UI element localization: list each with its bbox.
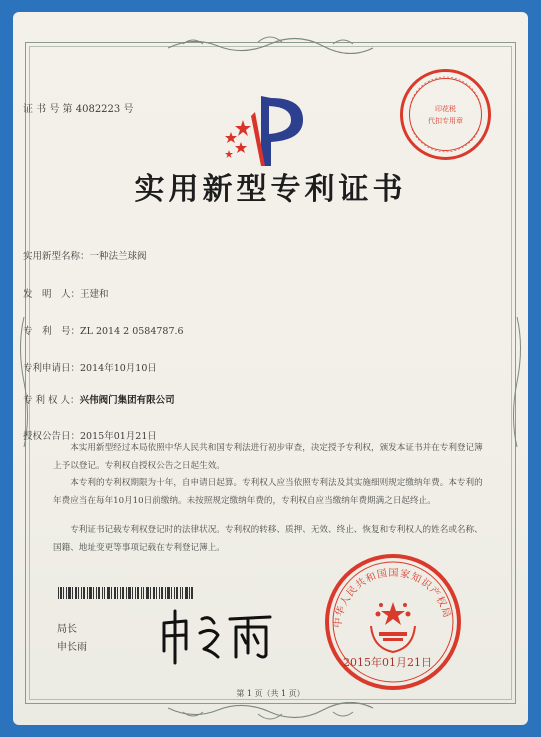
field-label: 专 利 权 人：	[23, 395, 80, 406]
patent-office-seal-small	[398, 67, 493, 162]
signature-name: 申长雨	[57, 642, 87, 653]
field-value: 一种法兰球阀	[89, 251, 147, 262]
bottom-ornament	[163, 702, 378, 722]
sipo-logo-icon	[221, 92, 311, 172]
handwritten-signature	[156, 605, 276, 665]
field-inventor	[23, 286, 109, 300]
sipo-official-seal	[323, 552, 463, 692]
field-value: 兴伟阀门集团有限公司	[79, 395, 175, 406]
paragraph-grant: 本实用新型经过本局依照中华人民共和国专利法进行初步审查，决定授予专利权，颁发本证书并在专利登记簿上予以登记。专利权自授权公告之日起生效。	[53, 443, 483, 471]
field-value: 2015年01月21日	[80, 431, 157, 442]
field-value: 2014年10月10日	[80, 363, 157, 374]
seal-date: 2015年01月21日	[343, 656, 432, 669]
svg-text:中华人民共和国国家知识产权局: 中华人民共和国国家知识产权局	[332, 567, 453, 629]
page-footer: 第 1 页（共 1 页）	[236, 689, 305, 698]
certificate-number-label: 证 书 号 第	[23, 104, 73, 115]
svg-text:代扣专用章: 代扣专用章	[428, 117, 463, 125]
signature-title: 局长	[57, 624, 77, 635]
field-patent-number	[23, 323, 184, 337]
certificate-number	[23, 100, 133, 115]
field-patentee	[23, 392, 175, 406]
field-label: 专 利 号：	[23, 326, 81, 337]
certificate-number-suffix: 号	[123, 104, 134, 115]
right-ornament	[510, 312, 524, 452]
svg-text:印花税: 印花税	[435, 105, 456, 113]
certificate-number-value: 4082223	[75, 104, 121, 115]
barcode	[58, 587, 193, 599]
field-label: 授权公告日：	[23, 431, 81, 442]
field-label: 专利申请日：	[23, 363, 81, 374]
field-label: 发 明 人：	[23, 289, 81, 300]
field-value: 王建和	[80, 289, 109, 300]
field-value: ZL 2014 2 0584787.6	[80, 326, 184, 337]
certificate-paper	[13, 12, 528, 725]
field-utility-model-name	[23, 248, 147, 262]
certificate-title: 实用新型专利证书	[134, 172, 407, 207]
top-ornament	[163, 34, 378, 54]
field-application-date	[23, 360, 157, 374]
field-label: 实用新型名称：	[23, 251, 90, 262]
paragraph-legal-status: 专利证书记载专利权登记时的法律状况。专利权的转移、质押、无效、终止、恢复和专利权人的姓名或名称、国籍、地址变更等事项记载在专利登记簿上。	[53, 525, 483, 553]
paragraph-term: 本专利的专利权期限为十年，自申请日起算。专利权人应当依照专利法及其实施细则规定缴纳年费。本专利的年费应当在每年10月10日前缴纳。未按照规定缴纳年费的，专利权自应当缴纳年费期满之日起终止。	[53, 478, 483, 506]
